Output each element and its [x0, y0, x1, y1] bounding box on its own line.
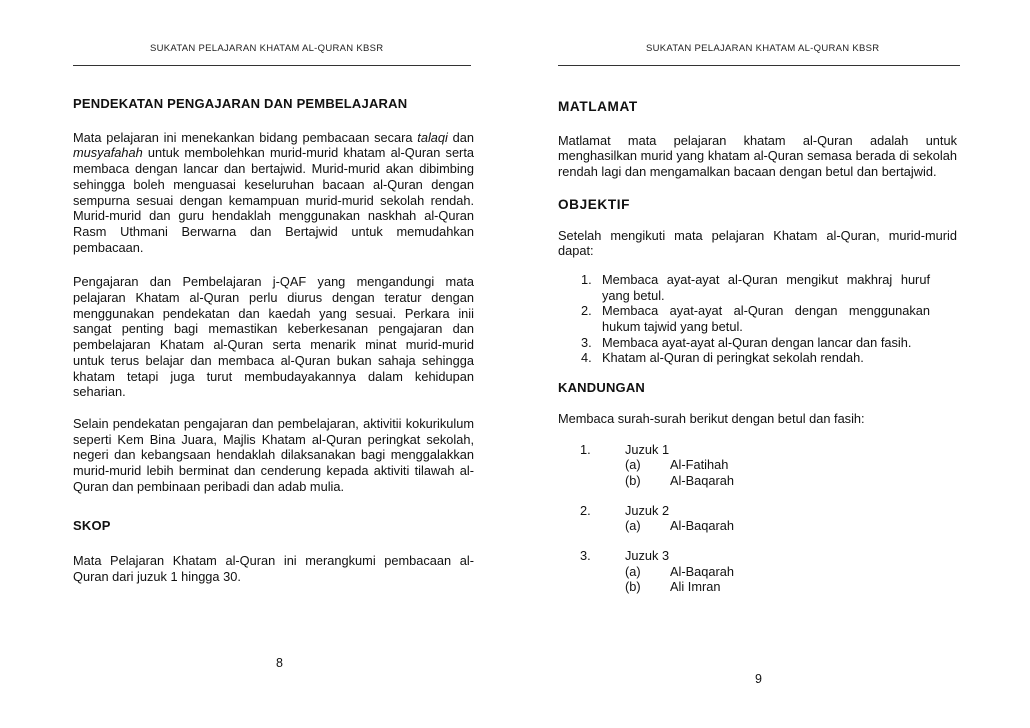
- juzuk-number: 3.: [580, 547, 591, 563]
- objektif-item-text: Membaca ayat-ayat al-Quran dengan menggunakan hukum tajwid yang betul.: [602, 303, 930, 335]
- juzuk-block: [558, 503, 957, 534]
- surah-name: Al-Baqarah: [670, 563, 735, 579]
- objektif-item: [558, 272, 930, 303]
- objektif-item-text: Membaca ayat-ayat al-Quran dengan lancar dan fasih.: [602, 334, 912, 350]
- objektif-item-number: 4.: [581, 350, 592, 366]
- matlamat-paragraph: Matlamat mata pelajaran khatam al-Quran adalah untuk menghasilkan murid yang khatam al-Quran semasa berada di sekolah rendah lagi dan mengamalkan bacaan dengan betul dan bertajwid.: [558, 132, 957, 180]
- surah-name: Al-Baqarah: [670, 518, 735, 534]
- juzuk-title: Juzuk 1: [625, 441, 670, 457]
- surah-letter: (a): [625, 563, 641, 579]
- objektif-item: [558, 303, 930, 334]
- left-page-number: 8: [276, 656, 283, 670]
- text-run: dan: [447, 129, 474, 145]
- section-heading-pendekatan: PENDEKATAN PENGAJARAN DAN PEMBELAJARAN: [73, 96, 408, 111]
- objektif-intro: Setelah mengikuti mata pelajaran Khatam al-Quran, murid-murid dapat:: [558, 227, 957, 259]
- left-body: [73, 96, 474, 585]
- pendekatan-paragraph-1: [73, 130, 474, 256]
- surah-name: Al-Baqarah: [670, 472, 735, 488]
- surah-letter: (b): [625, 472, 641, 488]
- right-running-header: SUKATAN PELAJARAN KHATAM AL-QURAN KBSR: [646, 43, 880, 54]
- juzuk-number: 2.: [580, 502, 591, 518]
- surah-letter: (a): [625, 518, 641, 534]
- right-body: [558, 99, 957, 595]
- juzuk-title: Juzuk 2: [625, 502, 670, 518]
- juzuk-number: 1.: [580, 441, 591, 457]
- juzuk-list: [558, 442, 957, 596]
- juzuk-row: [558, 442, 957, 458]
- juzuk-row: [558, 503, 957, 519]
- surah-row: [558, 564, 957, 580]
- objektif-item: [558, 335, 930, 351]
- italic-term-talaqi: talaqi: [417, 129, 448, 145]
- objektif-item-number: 2.: [581, 303, 592, 319]
- italic-term-musyafahah: musyafahah: [73, 145, 143, 161]
- surah-name: Ali Imran: [670, 579, 721, 595]
- section-heading-kandungan: KANDUNGAN: [558, 380, 646, 396]
- surah-name: Al-Fatihah: [670, 457, 729, 473]
- objektif-item-text: Khatam al-Quran di peringkat sekolah rendah.: [602, 350, 864, 366]
- surah-letter: (b): [625, 579, 641, 595]
- skop-paragraph: Mata Pelajaran Khatam al-Quran ini merangkumi pembacaan al-Quran dari juzuk 1 hingga 30.: [73, 553, 474, 584]
- objektif-list: [558, 272, 930, 366]
- section-heading-objektif: OBJEKTIF: [558, 196, 631, 212]
- objektif-item-number: 1.: [581, 271, 592, 287]
- juzuk-title: Juzuk 3: [625, 547, 670, 563]
- section-heading-skop: SKOP: [73, 518, 111, 534]
- pendekatan-paragraph-2: Pengajaran dan Pembelajaran j-QAF yang mengandungi mata pelajaran Khatam al-Quran perlu diurus dengan teratur dengan menggunakan pendekatan dan kaedah yang sesuai. Perkara inii sangat penting bagi memastikan keberkesanan pengajaran dan pembelajaran Khatam al-Quran serta menarik minat murid-murid untuk terus belajar dan membaca al-Quran bukan sahaja sehingga khatam tetapi juga turut membudayakannya dalam kehidupan seharian.: [73, 274, 474, 400]
- juzuk-block: [558, 548, 957, 595]
- objektif-item-number: 3.: [581, 334, 592, 350]
- surah-row: [558, 457, 957, 473]
- juzuk-row: [558, 548, 957, 564]
- pendekatan-paragraph-3: Selain pendekatan pengajaran dan pembelajaran, aktivitii kokurikulum seperti Kem Bina Juara, Majlis Khatam al-Quran peringkat sekolah, negeri dan kebangsaan hendaklah dilaksanakan bagi menggalakkan murid-murid lebih berminat dan cenderung kepada aktiviti tilawah al-Quran dan pembinaan peribadi dan adab mulia.: [73, 415, 474, 494]
- right-header-rule: [558, 65, 960, 66]
- juzuk-block: [558, 442, 957, 489]
- objektif-item-text: Membaca ayat-ayat al-Quran mengikut makhraj huruf yang betul.: [602, 271, 930, 303]
- left-running-header: SUKATAN PELAJARAN KHATAM AL-QURAN KBSR: [150, 43, 384, 54]
- right-page: [515, 0, 1030, 728]
- surah-row: [558, 473, 957, 489]
- kandungan-intro: Membaca surah-surah berikut dengan betul dan fasih:: [558, 410, 865, 426]
- text-run: Mata pelajaran ini menekankan bidang pembacaan secara: [73, 129, 418, 145]
- objektif-item: [558, 350, 930, 366]
- surah-letter: (a): [625, 457, 641, 473]
- left-header-rule: [73, 65, 471, 66]
- surah-row: [558, 518, 957, 534]
- surah-row: [558, 579, 957, 595]
- section-heading-matlamat: MATLAMAT: [558, 99, 638, 114]
- text-run: untuk membolehkan murid-murid khatam al-Quran serta membaca dengan lancar dan bertajwid. Murid-murid akan dibimbing sehingga boleh menguasai keseluruhan bacaan al-Quran dengan sempurna sesuai dengan kemampuan murid-murid sekolah rendah. Murid-murid dan guru hendaklah menggunakan naskhah al-Quran Rasm Uthmani Berwarna dan Bertajwid untuk memudahkan pembacaan.: [73, 145, 474, 255]
- right-page-number: 9: [755, 672, 762, 686]
